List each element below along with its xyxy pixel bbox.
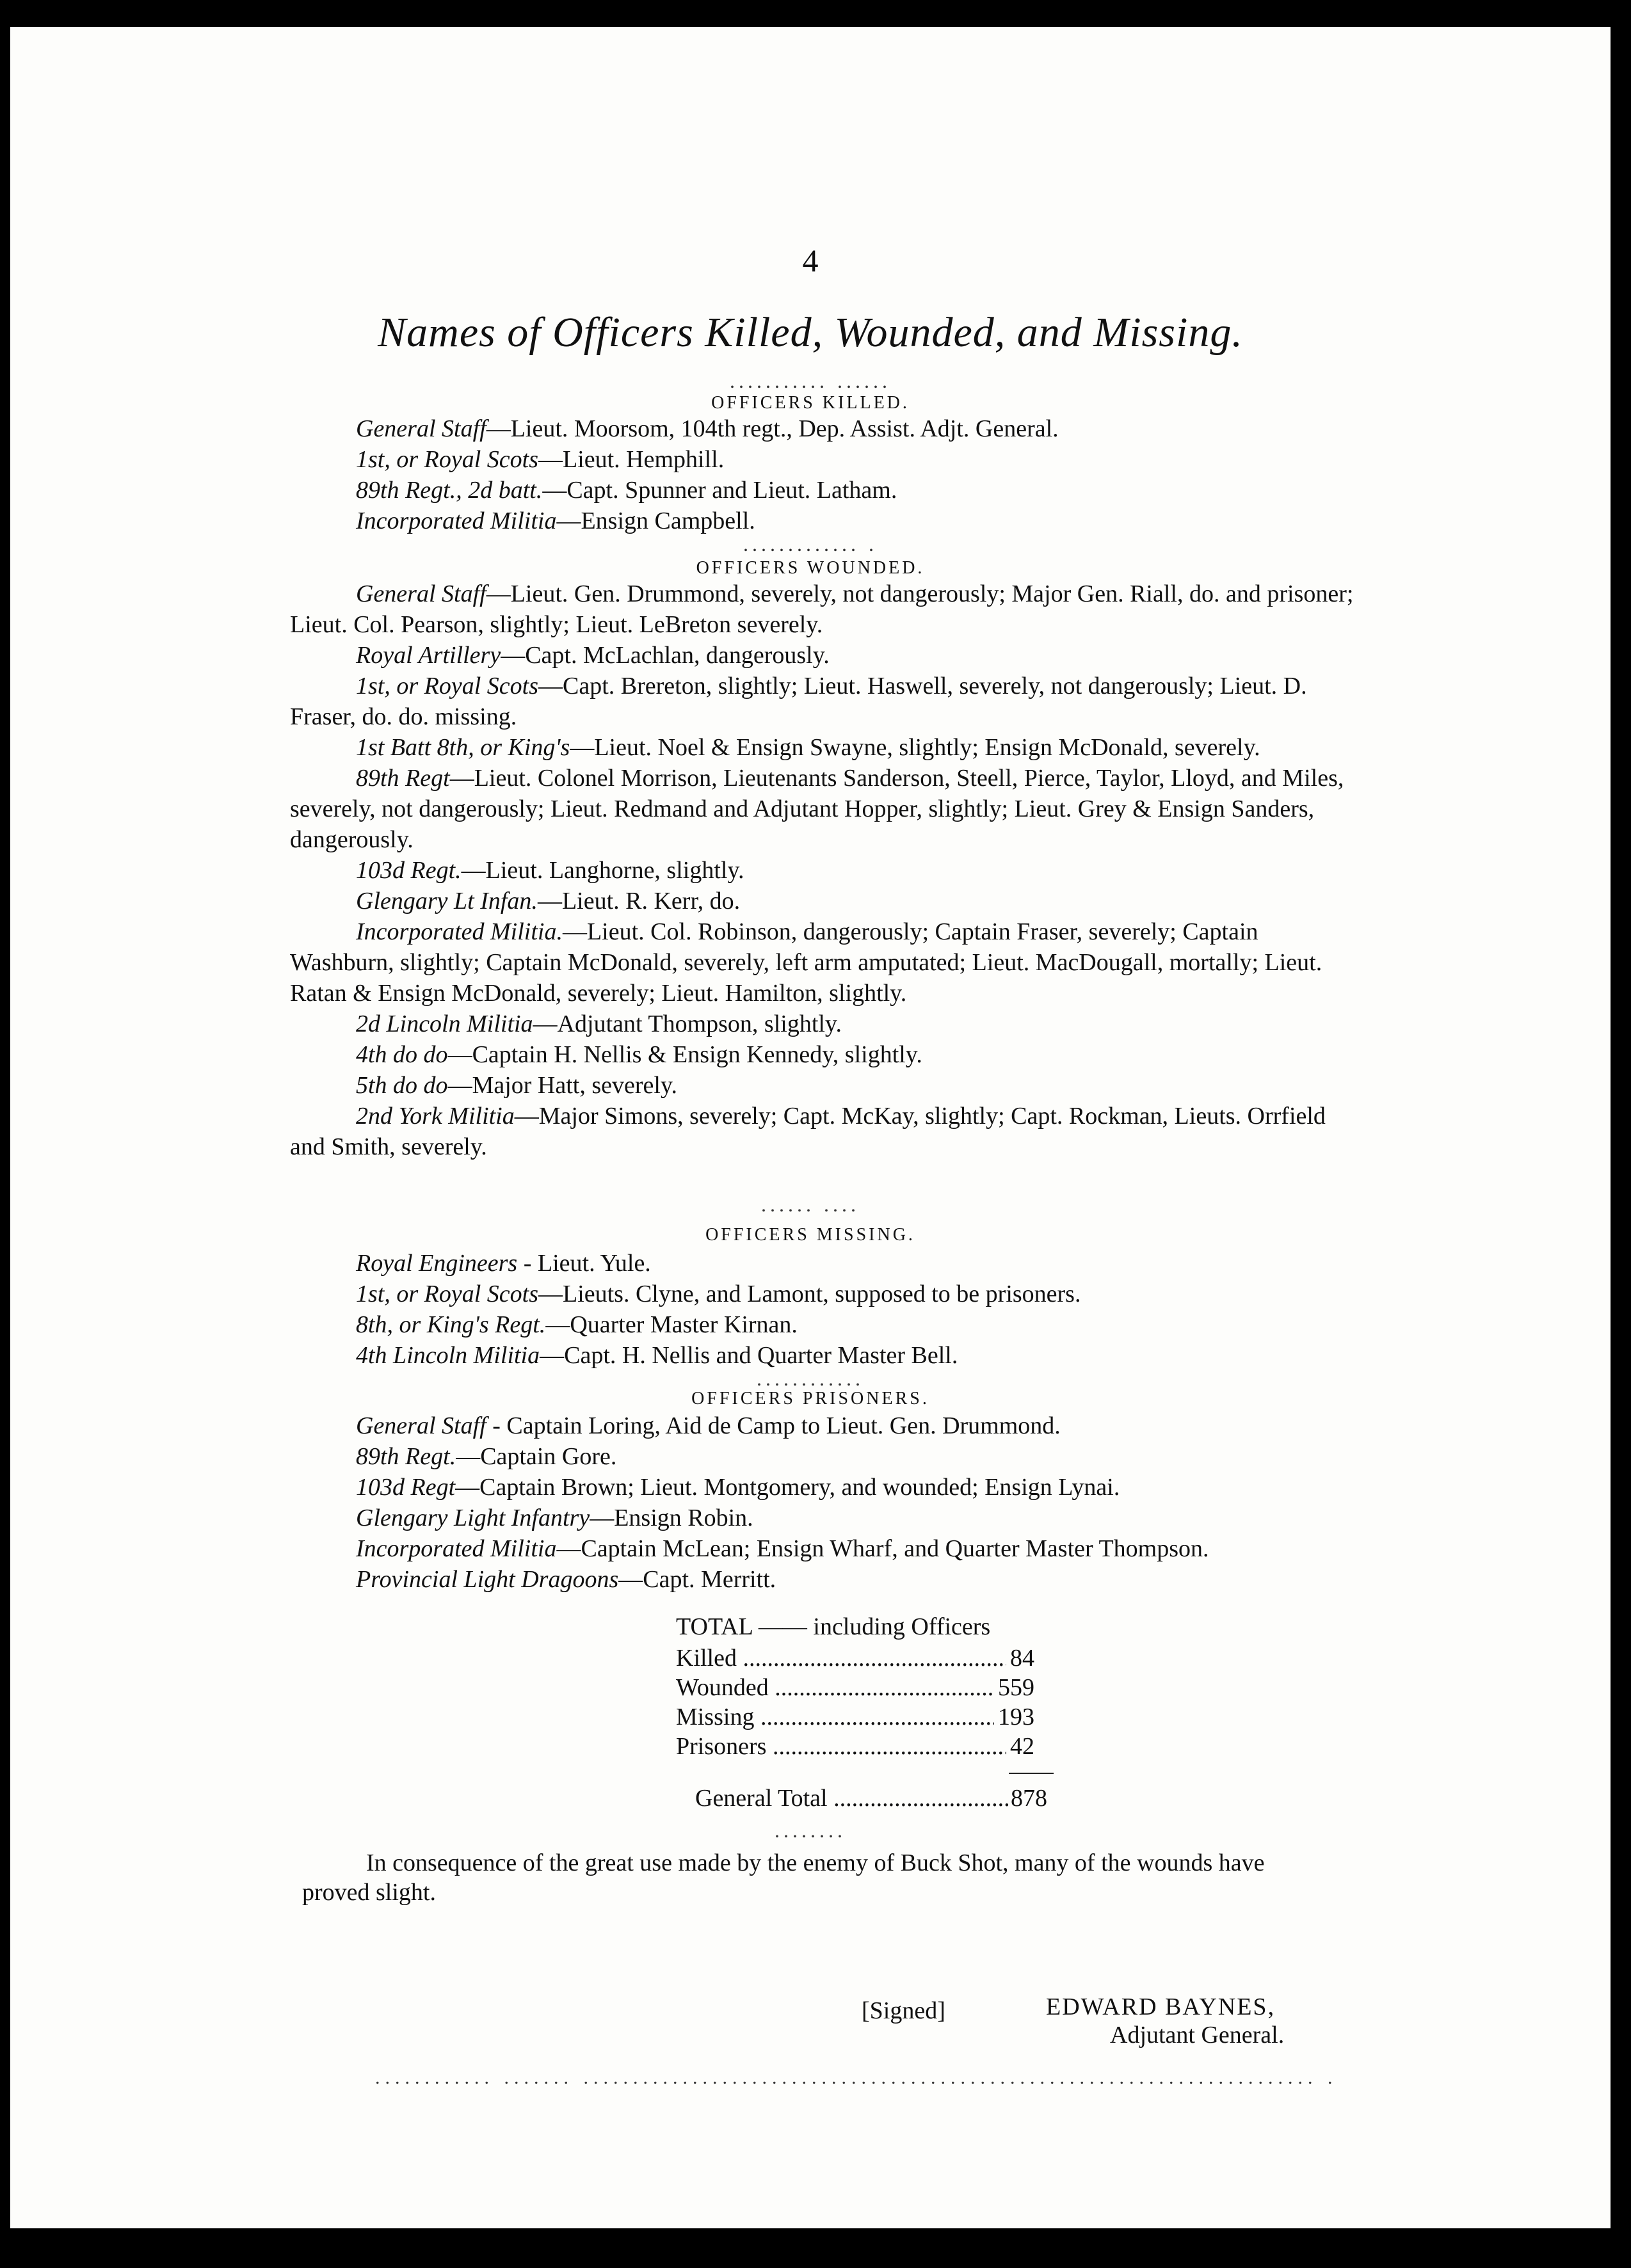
unit-name: Incorporated Militia [356, 507, 557, 534]
unit-name: 1st, or Royal Scots [356, 446, 538, 473]
killed-list [356, 413, 1354, 536]
unit-name: Royal Artillery [356, 642, 501, 669]
entry-text: —Lieut. Hemphill. [538, 446, 725, 473]
entry-text: —Lieuts. Clyne, and Lamont, supposed to be prisoners. [538, 1281, 1081, 1307]
general-total-row [695, 1784, 1047, 1812]
page-number: 4 [802, 243, 819, 278]
unit-name: General Staff [356, 580, 486, 607]
prisoners-entry [290, 1472, 1354, 1503]
unit-name: 4th Lincoln Militia [356, 1342, 540, 1369]
killed-entry [290, 444, 1354, 475]
prisoners-list [356, 1410, 1354, 1595]
wounded-entry [290, 1101, 1354, 1162]
unit-name: 89th Regt [356, 765, 450, 792]
general-total-value: 878 [1011, 1785, 1047, 1812]
wounded-entry [290, 732, 1354, 763]
prisoners-entry [290, 1503, 1354, 1533]
wounded-entry [290, 855, 1354, 886]
unit-name: 103d Regt [356, 1474, 456, 1501]
wounded-entry [290, 640, 1354, 671]
totals-rule [1009, 1773, 1054, 1774]
entry-text: —Lieut. Gen. Drummond, severely, not dangerously; Major Gen. Riall, do. and prisoner; Lieut. Col. Pearson, slightly; Lieut. LeBreton severely. [290, 580, 1354, 638]
missing-entry [290, 1309, 1354, 1340]
signatory-title: Adjutant General. [1110, 2022, 1285, 2048]
closing-note: In consequence of the great use made by the enemy of Buck Shot, many of the wounds have proved slight. [302, 1849, 1265, 1906]
missing-entry [290, 1248, 1354, 1279]
wounded-entry [290, 1009, 1354, 1039]
separator: ........... ...... [730, 369, 891, 392]
totals-row: Prisoners ..... 42 [676, 1732, 1034, 1761]
killed-entry [290, 506, 1354, 536]
entry-text: —Capt. McLachlan, dangerously. [501, 642, 830, 669]
wounded-entry [290, 1039, 1354, 1070]
unit-name: 1st Batt 8th, or King's [356, 734, 570, 761]
wounded-entry [290, 916, 1354, 1009]
prisoners-entry [290, 1564, 1354, 1595]
unit-name: General Staff [356, 1412, 486, 1439]
entry-text: —Lieut. Langhorne, slightly. [461, 857, 744, 884]
entry-text: —Lieut. R. Kerr, do. [537, 888, 741, 914]
wounded-entry [290, 579, 1354, 640]
unit-name: Incorporated Militia. [356, 918, 563, 945]
unit-name: 1st, or Royal Scots [356, 673, 538, 699]
missing-entry [290, 1279, 1354, 1309]
entry-text: —Captain McLean; Ensign Wharf, and Quarter Master Thompson. [556, 1535, 1209, 1562]
unit-name: General Staff [356, 415, 486, 442]
general-total-label: General Total ..... [695, 1784, 1011, 1812]
section-heading-killed: OFFICERS KILLED. [711, 393, 910, 413]
separator: ............. . [743, 532, 878, 555]
entry-text: —Ensign Robin. [590, 1505, 753, 1531]
unit-name: 89th Regt., 2d batt. [356, 477, 543, 504]
missing-entry [290, 1340, 1354, 1371]
entry-text: - Lieut. Yule. [517, 1250, 651, 1277]
entry-text: —Capt. Spunner and Lieut. Latham. [542, 477, 897, 504]
killed-entry [290, 475, 1354, 506]
wounded-list [290, 579, 1354, 1162]
unit-name: 5th do do [356, 1072, 448, 1099]
totals-row: Missing ..... 193 [676, 1702, 1034, 1732]
entry-text: —Adjutant Thompson, slightly. [533, 1010, 842, 1037]
totals-table [676, 1643, 1034, 1761]
bottom-rule: ............ ....... .......................................................................... . [375, 2067, 1338, 2088]
unit-name: 1st, or Royal Scots [356, 1281, 538, 1307]
unit-name: 8th, or King's Regt. [356, 1311, 546, 1338]
separator: ...... .... [761, 1193, 860, 1216]
prisoners-entry [290, 1441, 1354, 1472]
entry-text: —Captain Brown; Lieut. Montgomery, and wounded; Ensign Lynai. [455, 1474, 1120, 1501]
unit-name: Incorporated Militia [356, 1535, 557, 1562]
unit-name: Glengary Light Infantry [356, 1505, 590, 1531]
totals-row: Killed ..... 84 [676, 1643, 1034, 1673]
document-page [10, 27, 1611, 2228]
entry-text: —Capt. Brereton, slightly; Lieut. Haswell, severely, not dangerously; Lieut. D. Fraser, do. do. missing. [290, 673, 1307, 730]
prisoners-entry [290, 1533, 1354, 1564]
section-heading-wounded: OFFICERS WOUNDED. [696, 558, 925, 578]
entry-text: - Captain Loring, Aid de Camp to Lieut. Gen. Drummond. [486, 1412, 1061, 1439]
entry-text: —Lieut. Noel & Ensign Swayne, slightly; Ensign McDonald, severely. [570, 734, 1260, 761]
signed-label: [Signed] [862, 1997, 945, 2024]
unit-name: 2d Lincoln Militia [356, 1010, 533, 1037]
section-heading-missing: OFFICERS MISSING. [705, 1225, 915, 1245]
separator: ............ [757, 1367, 864, 1390]
entry-text: —Captain H. Nellis & Ensign Kennedy, slightly. [447, 1041, 922, 1068]
entry-text: —Capt. Merritt. [618, 1566, 776, 1593]
entry-text: —Ensign Campbell. [556, 507, 755, 534]
unit-name: 4th do do [356, 1041, 448, 1068]
section-heading-prisoners: OFFICERS PRISONERS. [691, 1389, 929, 1409]
entry-text: —Lieut. Colonel Morrison, Lieutenants Sanderson, Steell, Pierce, Taylor, Lloyd, and Miles, severely, not dangerously; Lieut. Redmand and Adjutant Hopper, slightly; Lieut. Grey & Ensign Sanders, dangerously. [290, 765, 1344, 853]
wounded-entry [290, 886, 1354, 916]
entry-text: —Lieut. Moorsom, 104th regt., Dep. Assist. Adjt. General. [486, 415, 1059, 442]
entry-text: —Captain Gore. [456, 1443, 617, 1470]
entry-text: —Lieut. Col. Robinson, dangerously; Captain Fraser, severely; Captain Washburn, slightly; Captain McDonald, severely, left arm amputated; Lieut. MacDougall, mortally; Lieut. Ratan & Ensign McDonald, severely; Lieut. Hamilton, slightly. [290, 918, 1322, 1007]
totals-row: Wounded ..... 559 [676, 1673, 1034, 1702]
prisoners-entry [290, 1410, 1354, 1441]
unit-name: Provincial Light Dragoons [356, 1566, 619, 1593]
unit-name: Glengary Lt Infan. [356, 888, 538, 914]
signatory-name: EDWARD BAYNES, [1046, 1993, 1276, 2020]
page-title: Names of Officers Killed, Wounded, and Missing. [378, 309, 1243, 356]
missing-list [356, 1248, 1354, 1371]
entry-text: —Major Hatt, severely. [447, 1072, 677, 1099]
unit-name: Royal Engineers [356, 1250, 518, 1277]
entry-text: —Major Simons, severely; Capt. McKay, slightly; Capt. Rockman, Lieuts. Orrfield and Smith, severely. [290, 1103, 1326, 1160]
killed-entry [290, 413, 1354, 444]
wounded-entry [290, 763, 1354, 855]
separator: ........ [775, 1819, 846, 1842]
wounded-entry [290, 671, 1354, 732]
unit-name: 2nd York Militia [356, 1103, 515, 1130]
totals-heading: TOTAL —— including Officers [676, 1613, 991, 1640]
unit-name: 89th Regt. [356, 1443, 456, 1470]
entry-text: —Capt. H. Nellis and Quarter Master Bell. [540, 1342, 958, 1369]
entry-text: —Quarter Master Kirnan. [545, 1311, 798, 1338]
wounded-entry [290, 1070, 1354, 1101]
unit-name: 103d Regt. [356, 857, 462, 884]
